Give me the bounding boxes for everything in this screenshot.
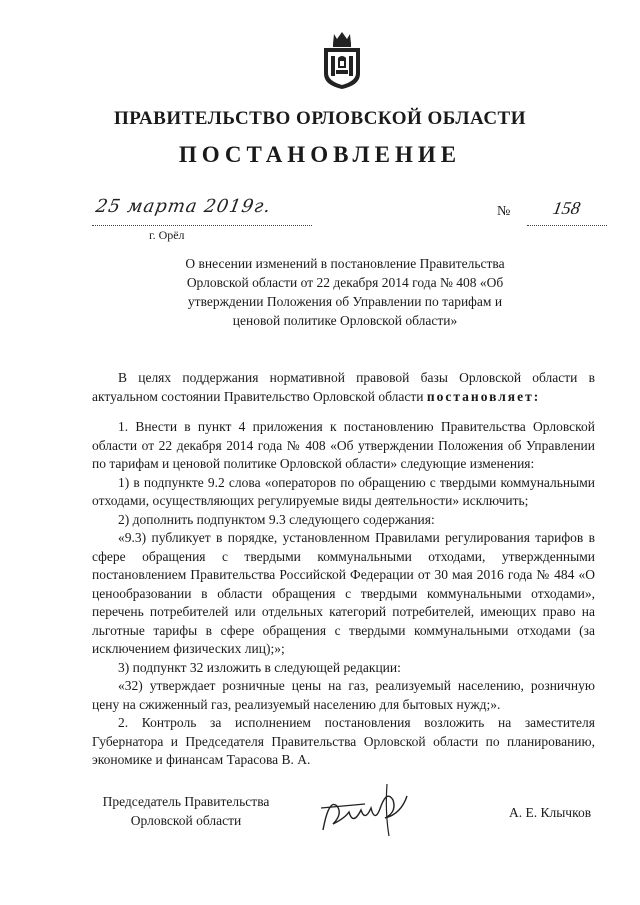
document-subject: О внесении изменений в постановление Правительства Орловской области от 22 декабря 2014 года № 408 «Об утверждении Положения об Управлении по тарифам и ценовой политике Орловской области»: [185, 256, 505, 328]
subparagraph-2: 2) дополнить подпунктом 9.3 следующего содержания:: [118, 511, 435, 527]
position-line-2: Орловской области: [130, 813, 242, 828]
handwritten-signature: [315, 778, 415, 840]
number-rule: [527, 225, 607, 226]
preamble-verb: постановляет:: [426, 388, 541, 404]
government-title: ПРАВИТЕЛЬСТВО ОРЛОВСКОЙ ОБЛАСТИ: [113, 108, 526, 129]
date-handwritten: 25 марта 2019г.: [94, 196, 273, 217]
signatory-position: [96, 792, 276, 830]
document-number: [497, 198, 607, 226]
orel-oblast-coat-of-arms-icon: [321, 30, 363, 90]
document-date: [92, 196, 312, 226]
signatory-name: А. Е. Клычков: [509, 805, 592, 820]
city: г. Орёл: [149, 228, 185, 242]
number-label: №: [497, 204, 511, 219]
subparagraph-3-text: «32) утверждает розничные цены на газ, реализуемый населению, розничную цену на сжиженный газ, реализуемый населению для бытовых нужд;».: [92, 678, 595, 712]
paragraph-1: 1. Внести в пункт 4 приложения к постановлению Правительства Орловской области от 22 декабря 2014 года № 408 «Об утверждении Положения об Управлении по тарифам и ценовой политике Орловской области» следующие изменения:: [92, 419, 595, 471]
position-line-1: Председатель Правительства: [102, 794, 270, 809]
preamble: [92, 369, 595, 406]
subparagraph-1: 1) в подпункте 9.2 слова «операторов по обращению с твердыми коммунальными отходами, осуществляющих регулируемые виды деятельности» исключить;: [92, 474, 595, 508]
document-type-title: ПОСТАНОВЛЕНИЕ: [178, 142, 462, 167]
subparagraph-2-text: «9.3) публикует в порядке, установленном Правилами регулирования тарифов в сфере обращения с твердыми коммунальными отходами, утвержденными постановлением Правительства Российской Федерации от 30 мая 2016 года № 484 «О ценообразовании в области обращения с твердыми коммунальными отходами», перечень потребителей или отдельных категорий потребителей, имеющих право на льготные тарифы в сфере обращения с твердыми коммунальными отходами (за исключением физических лиц);»;: [92, 530, 595, 656]
paragraph-2: 2. Контроль за исполнением постановления возложить на заместителя Губернатора и Председателя Правительства Орловской области по планированию, экономике и финансам Тарасова В. А.: [92, 715, 595, 767]
date-rule: [92, 225, 312, 226]
subparagraph-3: 3) подпункт 32 изложить в следующей редакции:: [118, 659, 401, 675]
document-body: [92, 369, 595, 770]
preamble-text: В целях поддержания нормативной правовой базы Орловской области в актуальном состоянии Правительство Орловской области: [92, 370, 595, 404]
number-handwritten: 158: [551, 198, 582, 218]
